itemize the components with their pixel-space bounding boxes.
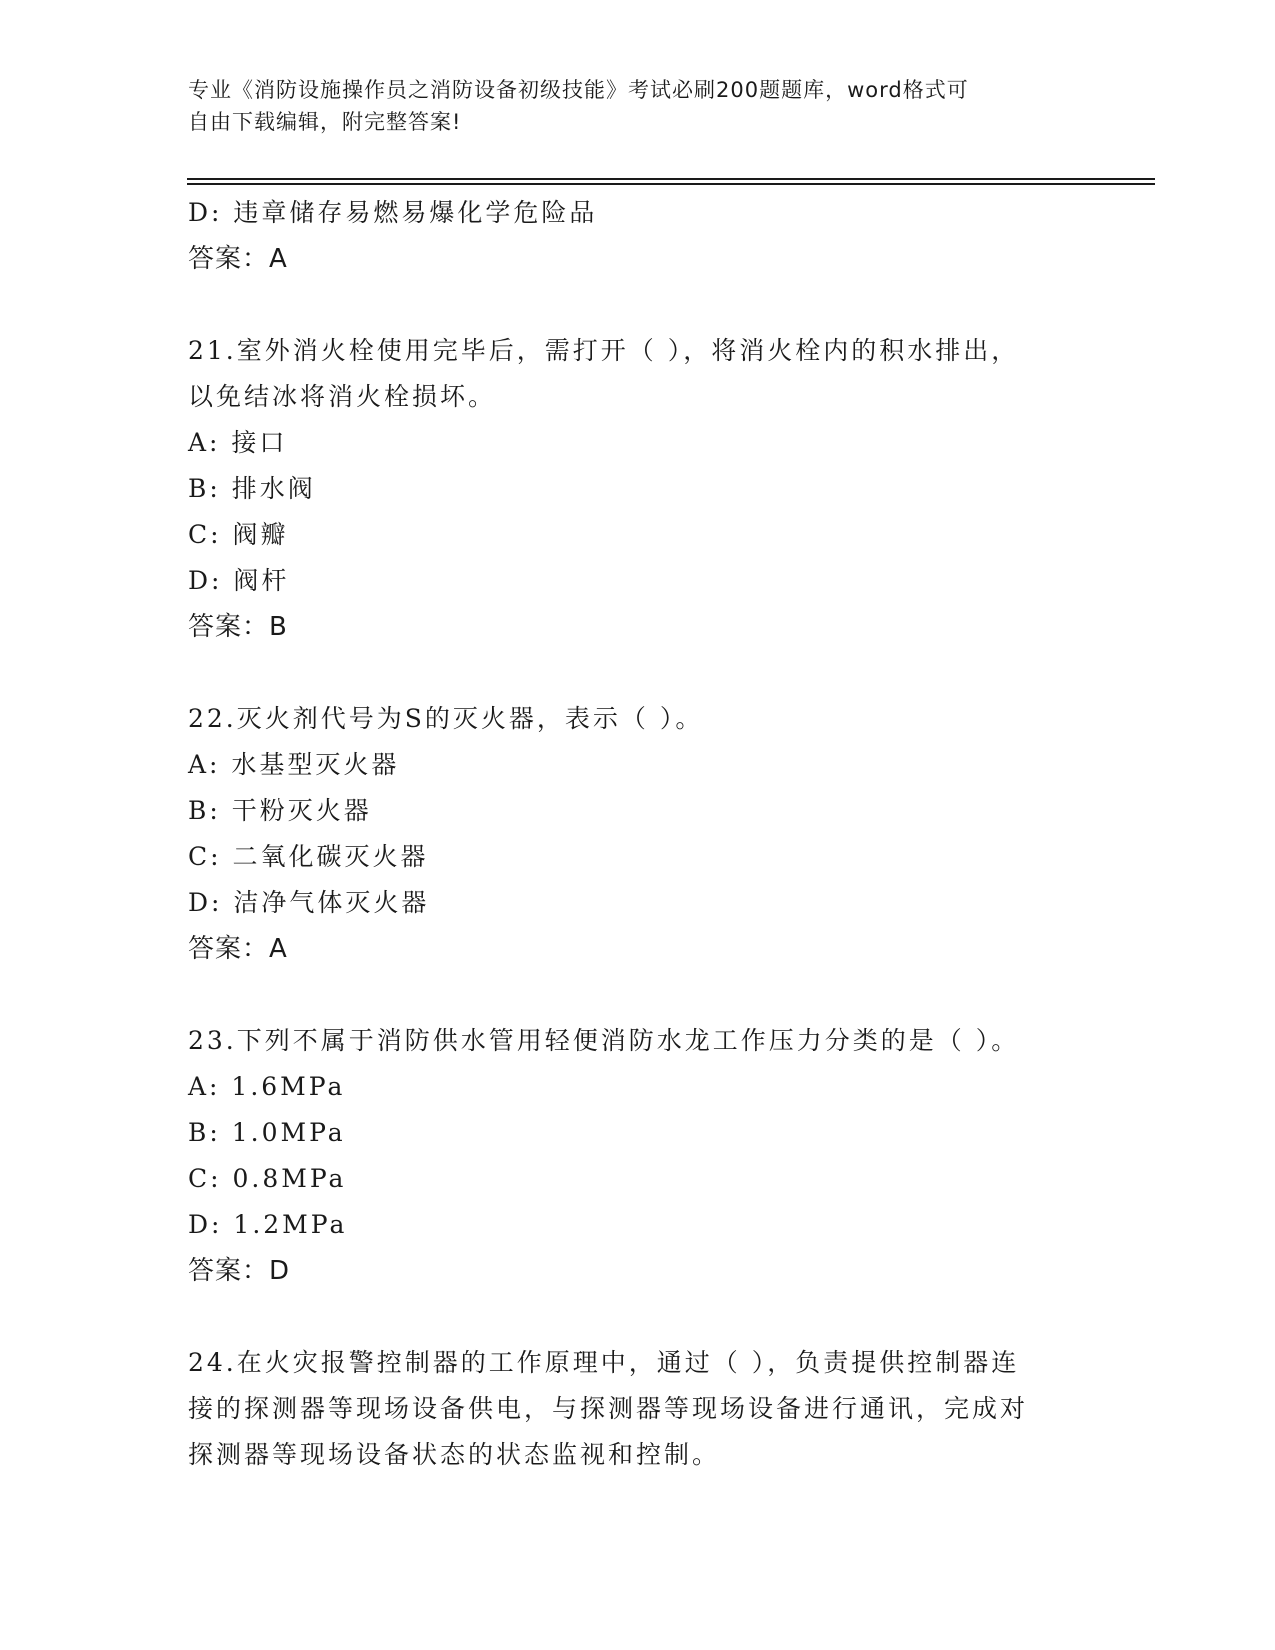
question-24 xyxy=(188,1340,1088,1478)
question-list xyxy=(188,190,1088,1478)
question-22 xyxy=(188,696,1088,972)
answer-line: 答案：A xyxy=(188,244,288,274)
question-stem-line: 21.室外消火栓使用完毕后，需打开（ ），将消火栓内的积水排出， xyxy=(188,336,1020,365)
option-d: D: 违章储存易燃易爆化学危险品 xyxy=(188,198,598,227)
question-stem-line: 以免结冰将消火栓损坏。 xyxy=(188,382,497,411)
option-c: C: 二氧化碳灭火器 xyxy=(188,842,429,871)
option-a: A: 1.6MPa xyxy=(188,1072,346,1101)
option-b: B: 1.0MPa xyxy=(188,1118,346,1147)
answer-line: 答案：B xyxy=(188,612,288,642)
option-c: C: 0.8MPa xyxy=(188,1164,347,1193)
option-a: A: 水基型灭火器 xyxy=(188,750,400,779)
option-d: D: 洁净气体灭火器 xyxy=(188,888,430,917)
header-divider-top xyxy=(187,178,1155,180)
spacer xyxy=(188,282,1088,328)
option-b: B: 排水阀 xyxy=(188,474,316,503)
option-d: D: 阀杆 xyxy=(188,566,290,595)
header-line-1: 专业《消防设施操作员之消防设备初级技能》考试必刷200题题库，word格式可 xyxy=(188,78,969,102)
document-header xyxy=(188,74,1088,138)
option-a: A: 接口 xyxy=(188,428,288,457)
option-b: B: 干粉灭火器 xyxy=(188,796,372,825)
answer-line: 答案：A xyxy=(188,934,288,964)
question-stem-line: 接的探测器等现场设备供电，与探测器等现场设备进行通讯，完成对 xyxy=(188,1394,1029,1423)
option-c: C: 阀瓣 xyxy=(188,520,289,549)
header-line-2: 自由下载编辑，附完整答案! xyxy=(188,110,462,134)
header-divider-bottom xyxy=(187,183,1155,185)
question-21 xyxy=(188,328,1088,650)
spacer xyxy=(188,650,1088,696)
question-stem-line: 23.下列不属于消防供水管用轻便消防水龙工作压力分类的是（ ）。 xyxy=(188,1026,1020,1055)
option-d: D: 1.2MPa xyxy=(188,1210,348,1239)
question-stem-line: 24.在火灾报警控制器的工作原理中，通过（ ），负责提供控制器连 xyxy=(188,1348,1020,1377)
spacer xyxy=(188,972,1088,1018)
question-stem-line: 探测器等现场设备状态的状态监视和控制。 xyxy=(188,1440,721,1469)
spacer xyxy=(188,1294,1088,1340)
question-23 xyxy=(188,1018,1088,1294)
question-stem-line: 22.灭火剂代号为S的灭火器，表示（ ）。 xyxy=(188,704,704,733)
answer-line: 答案：D xyxy=(188,1256,291,1286)
